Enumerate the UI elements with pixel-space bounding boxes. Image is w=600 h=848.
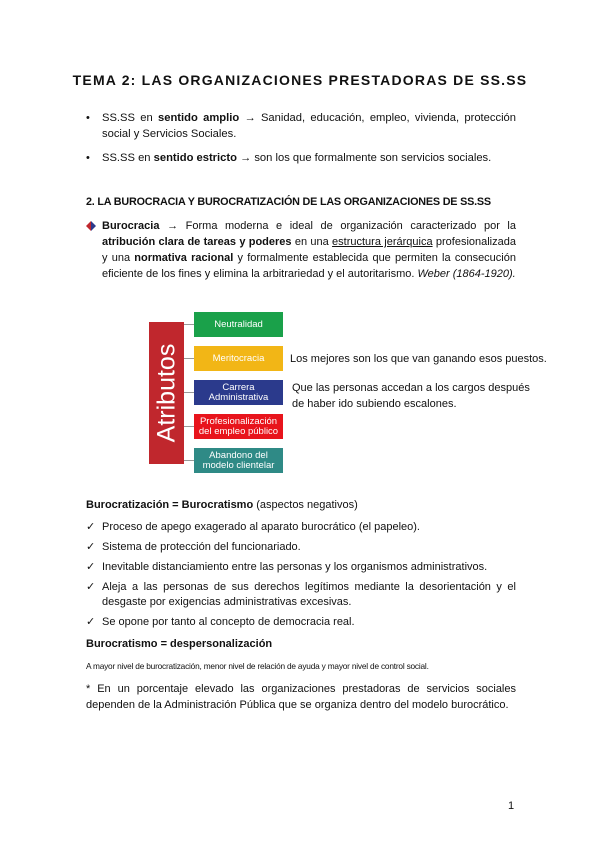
bullet-icon: •	[86, 152, 90, 164]
page-title: TEMA 2: LAS ORGANIZACIONES PRESTADORAS DE SS.SS	[72, 72, 528, 88]
attribute-box-carrera: Carrera Administrativa	[194, 380, 283, 405]
atributos-label-bar: Atributos	[149, 322, 184, 464]
attribute-box-abandono: Abandono del modelo clientelar	[194, 448, 283, 473]
section-heading: 2. LA BUROCRACIA Y BUROCRATIZACIÓN DE LAS ORGANIZACIONES DE SS.SS	[86, 196, 491, 208]
small-note: A mayor nivel de burocratización, menor nivel de relación de ayuda y mayor nivel de control social.	[86, 661, 429, 671]
list-item: ✓ Aleja a las personas de sus derechos legítimos mediante la desorientación y el desgaste por exigencias administrativas excesivas.	[86, 581, 516, 608]
meritocracia-note: Los mejores son los que van ganando esos puestos.	[290, 353, 547, 365]
check-icon: ✓	[86, 581, 96, 593]
attribute-box-neutralidad: Neutralidad	[194, 312, 283, 337]
check-icon: ✓	[86, 561, 96, 573]
arrow-bullet-icon	[86, 221, 96, 231]
despersonalizacion-heading: Burocratismo = despersonalización	[86, 638, 273, 650]
attribute-box-profesionalizacion: Profesionalización del empleo público	[194, 414, 283, 439]
check-icon: ✓	[86, 541, 96, 553]
scope-list	[86, 110, 516, 174]
connector-line	[184, 426, 194, 427]
burocratizacion-heading: Burocratización = Burocratismo (aspectos negativos)	[86, 499, 358, 511]
list-item: • SS.SS en sentido amplio → Sanidad, educación, empleo, vivienda, protección social y Servicios Sociales.	[86, 112, 516, 140]
list-item: ✓ Sistema de protección del funcionariado.	[86, 541, 301, 553]
bullet-icon: •	[86, 112, 90, 124]
list-item: ✓ Se opone por tanto al concepto de democracia real.	[86, 616, 355, 628]
check-icon: ✓	[86, 616, 96, 628]
connector-line	[184, 358, 194, 359]
check-icon: ✓	[86, 521, 96, 533]
list-item: ✓ Proceso de apego exagerado al aparato burocrático (el papeleo).	[86, 521, 420, 533]
carrera-note: Que las personas accedan a los cargos después de haber ido subiendo escalones.	[292, 382, 530, 410]
connector-line	[184, 392, 194, 393]
burocracia-definition: Burocracia → Forma moderna e ideal de organización caracterizado por la atribución clara de tareas y poderes en una estructura jerárquica profesionalizada y una normativa racional y formalmente establecida que permiten la consecución eficiente de los fines y elimina la arbitrariedad y el autoritarismo. Weber (1864-1920).	[86, 218, 516, 282]
connector-line	[184, 460, 194, 461]
attribute-box-meritocracia: Meritocracia	[194, 346, 283, 371]
connector-line	[184, 324, 194, 325]
page-number: 1	[508, 800, 515, 812]
list-item: ✓ Inevitable distanciamiento entre las personas y los organismos administrativos.	[86, 561, 488, 573]
list-item: • SS.SS en sentido estricto → son los que formalmente son servicios sociales.	[86, 152, 492, 164]
negative-aspects-list	[86, 520, 516, 635]
final-note: * En un porcentaje elevado las organizaciones prestadoras de servicios sociales dependen de la Administración Pública que se organiza dentro del modelo burocrático.	[86, 683, 516, 711]
